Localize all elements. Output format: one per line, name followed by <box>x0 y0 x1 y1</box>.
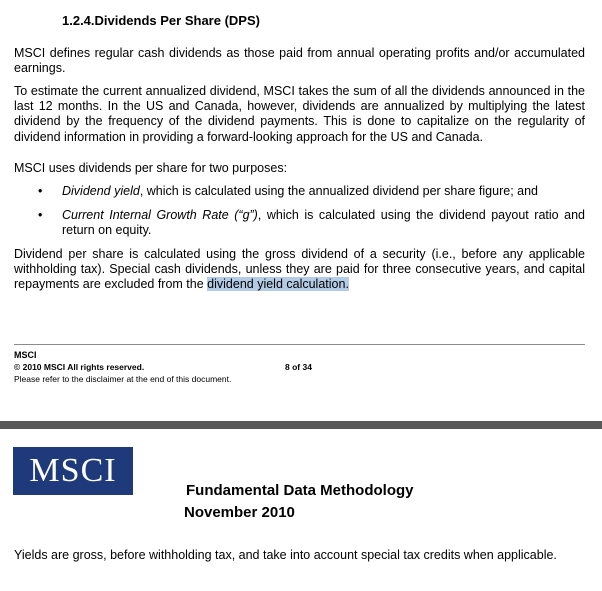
document-date: November 2010 <box>184 504 295 521</box>
bullet-text: , which is calculated using the annualized dividend per share figure; and <box>139 184 538 198</box>
bullet-term: Dividend yield <box>62 184 140 198</box>
msci-logo: MSCI <box>13 447 133 495</box>
paragraph-gross-dividend[interactable] <box>14 247 585 293</box>
purposes-list <box>14 184 585 248</box>
paragraph-text: Dividend per share is calculated using the gross dividend of a security (i.e., before any applicable withholding tax). Special cash dividends, unless they are paid for three consecutive years, and capital repayments are excluded from the <box>14 247 585 292</box>
paragraph-annualized: To estimate the current annualized dividend, MSCI takes the sum of all the dividends announced in the last 12 months. In the US and Canada, however, dividends are annualized by multiplying the latest dividend by the frequency of the dividend payments. This is done to capitalize on the regularity of dividend information in providing a forward-looking approach for the US and Canada. <box>14 84 585 144</box>
selected-text-highlight[interactable]: dividend yield calculation. <box>207 277 349 292</box>
footer-company: MSCI <box>14 350 37 360</box>
footer-copyright: © 2010 MSCI All rights reserved. <box>14 362 145 372</box>
paragraph-purposes: MSCI uses dividends per share for two purposes: <box>14 161 288 175</box>
bullet-icon: • <box>38 208 43 223</box>
bullet-text: , which is calculated using the dividend payout ratio and return on equity. <box>62 208 585 238</box>
document-title: Fundamental Data Methodology <box>186 482 414 499</box>
footer-disclaimer: Please refer to the disclaimer at the end of this document. <box>14 374 232 384</box>
paragraph-definition: MSCI defines regular cash dividends as those paid from annual operating profits and/or accumulated earnings. <box>14 46 585 76</box>
bullet-icon: • <box>38 184 43 198</box>
list-item <box>14 184 585 199</box>
bullet-term: Current Internal Growth Rate (“g”) <box>62 208 258 223</box>
page-break-divider <box>0 421 602 429</box>
paragraph-yields: Yields are gross, before withholding tax, and take into account special tax credits when applicable. <box>14 548 557 562</box>
footer-page-number: 8 of 34 <box>285 362 312 372</box>
list-item <box>14 208 585 238</box>
section-heading: 1.2.4.Dividends Per Share (DPS) <box>62 13 260 28</box>
footer-divider <box>14 344 585 345</box>
